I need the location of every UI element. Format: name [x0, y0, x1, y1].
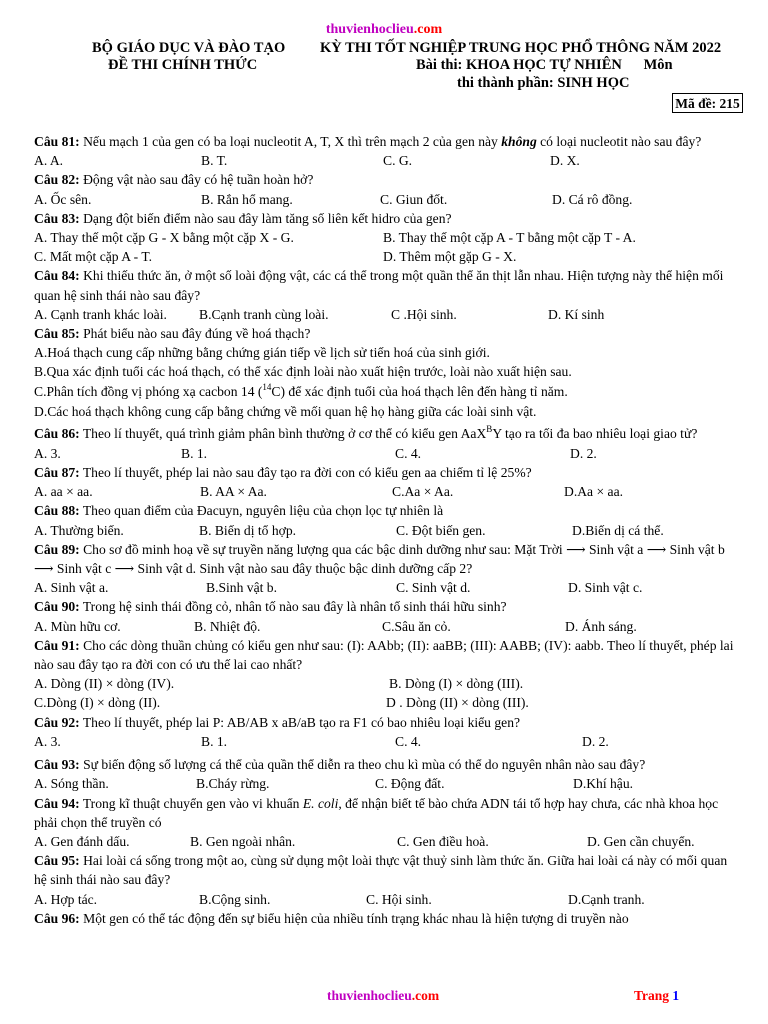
- option-b: B. Gen ngoài nhân.: [190, 833, 296, 849]
- option-c: C. Gen điều hoà.: [397, 833, 489, 849]
- option-d: D.Các hoá thạch không cung cấp bằng chứng về mối quan hệ họ hàng giữa các loài sinh vật.: [34, 403, 537, 419]
- option-b: B. AA × Aa.: [200, 484, 267, 500]
- option-b: B.Cháy rừng.: [196, 776, 270, 792]
- option-a: A. Mùn hữu cơ.: [34, 618, 121, 634]
- option-c: C .Hội sinh.: [391, 306, 457, 322]
- option-d: D. Sinh vật c.: [568, 580, 643, 596]
- answer-options: [34, 247, 736, 266]
- option-c: C. Mất một cặp A - T.: [34, 249, 153, 265]
- exam-subject: Bài thi: KHOA HỌC TỰ NHIÊN Môn: [416, 57, 673, 73]
- option-a: A. A.: [34, 153, 64, 169]
- option-d: D.Cạnh tranh.: [568, 891, 645, 907]
- answer-options: [34, 521, 736, 540]
- option-b: B. Rắn hổ mang.: [201, 191, 293, 207]
- option-a: A. Dòng (II) × dòng (IV).: [34, 676, 175, 692]
- option-c: C. G.: [383, 153, 413, 169]
- question-82: Câu 82: Động vật nào sau đây có hệ tuần hoàn hở?: [34, 172, 314, 188]
- option-d: D.Aa × aa.: [564, 484, 623, 500]
- option-a: A. Hợp tác.: [34, 891, 98, 907]
- question-93: Câu 93: Sự biến động số lượng cá thể của quần thể diễn ra theo chu kì mùa có thể do nguyên nhân nào sau đây?: [34, 757, 646, 773]
- question-95: Câu 95: Hai loài cá sống trong một ao, cùng sử dụng một loài thực vật thuỷ sinh làm thức ăn. Giữa hai loài cá này có mối quan hệ sinh thái nào sau đây?: [34, 853, 728, 888]
- answer-options: [34, 674, 736, 693]
- answer-options: [34, 305, 736, 324]
- exam-component: thi thành phần: SINH HỌC: [457, 75, 630, 91]
- answer-options: [34, 482, 736, 501]
- option-b: B.Cộng sinh.: [199, 891, 271, 907]
- option-d: D.Biến dị cá thể.: [572, 522, 664, 538]
- answer-options: [34, 617, 736, 636]
- option-c: C. Sinh vật d.: [396, 580, 471, 596]
- question-83: Câu 83: Dạng đột biến điểm nào sau đây làm tăng số liên kết hidro của gen?: [34, 210, 452, 226]
- answer-options: [34, 578, 736, 597]
- question-87: Câu 87: Theo lí thuyết, phép lai nào sau đây tạo ra đời con có kiểu gen aa chiếm tỉ lệ 25%?: [34, 465, 532, 481]
- option-c: C.Sâu ăn cỏ.: [382, 618, 451, 634]
- option-a: A. Gen đánh dấu.: [34, 833, 130, 849]
- answer-options: [34, 444, 736, 463]
- option-c: C. Đột biến gen.: [396, 522, 486, 538]
- option-b: B. T.: [201, 153, 228, 169]
- option-d: D. Gen cần chuyển.: [587, 833, 695, 849]
- question-81: Câu 81: Nếu mạch 1 của gen có ba loại nucleotit A, T, X thì trên mạch 2 của gen này không có loại nucleotit nào sau đây?: [34, 134, 702, 149]
- question-85: Câu 85: Phát biểu nào sau đây đúng về hoá thạch?: [34, 326, 311, 342]
- page-footer: [0, 988, 768, 1006]
- answer-options: [34, 151, 736, 170]
- answer-options: [34, 832, 736, 851]
- emphasis-word: không: [501, 134, 537, 149]
- answer-options: [34, 190, 736, 209]
- option-d: D. X.: [550, 153, 580, 169]
- option-a: A. Cạnh tranh khác loài.: [34, 306, 167, 322]
- option-a: A. Thường biến.: [34, 522, 124, 538]
- option-d: D. Cá rô đồng.: [552, 191, 633, 207]
- option-d: D. 2.: [570, 445, 597, 461]
- option-b: B. Nhiệt độ.: [194, 618, 261, 634]
- site-tld: .com: [413, 22, 443, 37]
- exam-title: KỲ THI TỐT NGHIỆP TRUNG HỌC PHỔ THÔNG NĂM 2022: [320, 40, 722, 56]
- option-a: A. Thay thế một cặp G - X bằng một cặp X - G.: [34, 230, 294, 246]
- question-90: Câu 90: Trong hệ sinh thái đồng cỏ, nhân tố nào sau đây là nhân tố sinh thái hữu sinh?: [34, 599, 507, 615]
- option-b: B.Qua xác định tuổi các hoá thạch, có thể xác định loài nào xuất hiện trước, loài nào xuất hiện sau.: [34, 364, 572, 380]
- question-84: Câu 84: Khi thiếu thức ăn, ở một số loài động vật, các cá thể trong một quần thể ăn thịt lẫn nhau. Hiện tượng này thể hiện mối quan hệ sinh thái nào sau đây?: [34, 268, 724, 303]
- option-b: B. 1.: [181, 445, 208, 461]
- answer-options: [34, 890, 736, 909]
- question-91: Câu 91: Cho các dòng thuần chủng có kiểu gen như sau: (I): AAbb; (II): aaBB; (III): AABB; (IV): aabb. Theo lí thuyết, phép lai nào sau đây tạo ra đời con có ưu thế lai cao nhất?: [34, 637, 734, 673]
- option-a: A. 3.: [34, 445, 61, 461]
- option-c: C.Phân tích đồng vị phóng xạ cacbon 14 ($^{14}$C) để xác định tuổi của hoá thạch lên đến hàng tỉ năm.: [34, 381, 568, 399]
- option-d: D.Khí hậu.: [573, 776, 634, 792]
- option-b: B.Sinh vật b.: [206, 580, 277, 596]
- option-d: D . Dòng (II) × dòng (III).: [386, 695, 529, 711]
- option-a: A. Sóng thần.: [34, 776, 109, 792]
- option-c: C. Giun đốt.: [380, 191, 448, 207]
- option-a: A. Ốc sên.: [34, 191, 92, 207]
- option-a: A. 3.: [34, 733, 61, 749]
- option-c: C. Động đất.: [375, 776, 445, 792]
- site-link-top[interactable]: [0, 22, 768, 38]
- option-d: D. Kí sinh: [548, 306, 605, 322]
- option-a: A. Sinh vật a.: [34, 580, 109, 596]
- question-96: Câu 96: Một gen có thể tác động đến sự biểu hiện của nhiều tính trạng khác nhau là hiện tượng di truyền nào: [34, 910, 629, 926]
- official-exam-label: ĐỀ THI CHÍNH THỨC: [108, 57, 258, 73]
- question-89: Câu 89: Cho sơ đồ minh hoạ về sự truyền năng lượng qua các bậc dinh dưỡng như sau: Mặt Trời ⟶ Sinh vật a ⟶ Sinh vật b ⟶ Sinh vật c ⟶ Sinh vật d. Sinh vật nào sau đây thuộc bậc dinh dưỡng cấp 2?: [34, 541, 725, 577]
- option-c: C. Hội sinh.: [366, 891, 432, 907]
- option-c: C. 4.: [395, 733, 422, 749]
- option-d: D. Thêm một gặp G - X.: [383, 249, 517, 265]
- option-c: C.Dòng (I) × dòng (II).: [34, 695, 161, 711]
- option-b: B. 1.: [201, 733, 228, 749]
- option-a: A.Hoá thạch cung cấp những bằng chứng gián tiếp về lịch sử tiến hoá của sinh giới.: [34, 345, 490, 361]
- answer-options: [34, 693, 736, 712]
- ministry-name: BỘ GIÁO DỤC VÀ ĐÀO TẠO: [92, 40, 286, 56]
- option-b: B. Biến dị tổ hợp.: [199, 522, 297, 538]
- option-d: D. 2.: [582, 733, 609, 749]
- option-d: D. Ánh sáng.: [565, 618, 637, 634]
- question-92: Câu 92: Theo lí thuyết, phép lai P: AB/AB x aB/aB tạo ra F1 có bao nhiêu loại kiểu gen?: [34, 714, 521, 730]
- option-a: A. aa × aa.: [34, 484, 93, 500]
- site-link-bottom[interactable]: thuvienhoclieu.com: [327, 988, 440, 1003]
- option-c: C. 4.: [395, 445, 422, 461]
- question-94: Câu 94: Trong kĩ thuật chuyển gen vào vi khuẩn E. coli, để nhận biết tế bào chứa ADN tái tổ hợp hay chưa, các nhà khoa học phải chọn thể truyền có: [34, 795, 719, 830]
- page-number: Trang 1: [634, 988, 680, 1003]
- answer-options: [34, 732, 736, 751]
- answer-options: [34, 774, 736, 793]
- question-86: Câu 86: Theo lí thuyết, quá trình giảm phân bình thường ở cơ thể có kiểu gen AaX$^B$Y tạo ra tối đa bao nhiêu loại giao tử?: [34, 423, 698, 441]
- site-name: thuvienhoclieu: [325, 22, 414, 37]
- question-88: Câu 88: Theo quan điểm của Đacuyn, nguyên liệu của chọn lọc tự nhiên là: [34, 503, 444, 519]
- option-b: B. Thay thế một cặp A - T bằng một cặp T - A.: [383, 230, 636, 246]
- question-list: [34, 132, 736, 928]
- option-b: B. Dòng (I) × dòng (III).: [389, 676, 524, 692]
- option-b: B.Cạnh tranh cùng loài.: [199, 306, 329, 322]
- answer-options: [34, 228, 736, 247]
- species-name: E. coli: [302, 795, 339, 811]
- option-c: C.Aa × Aa.: [392, 484, 454, 500]
- exam-code-box: Mã đề: 215: [672, 93, 743, 113]
